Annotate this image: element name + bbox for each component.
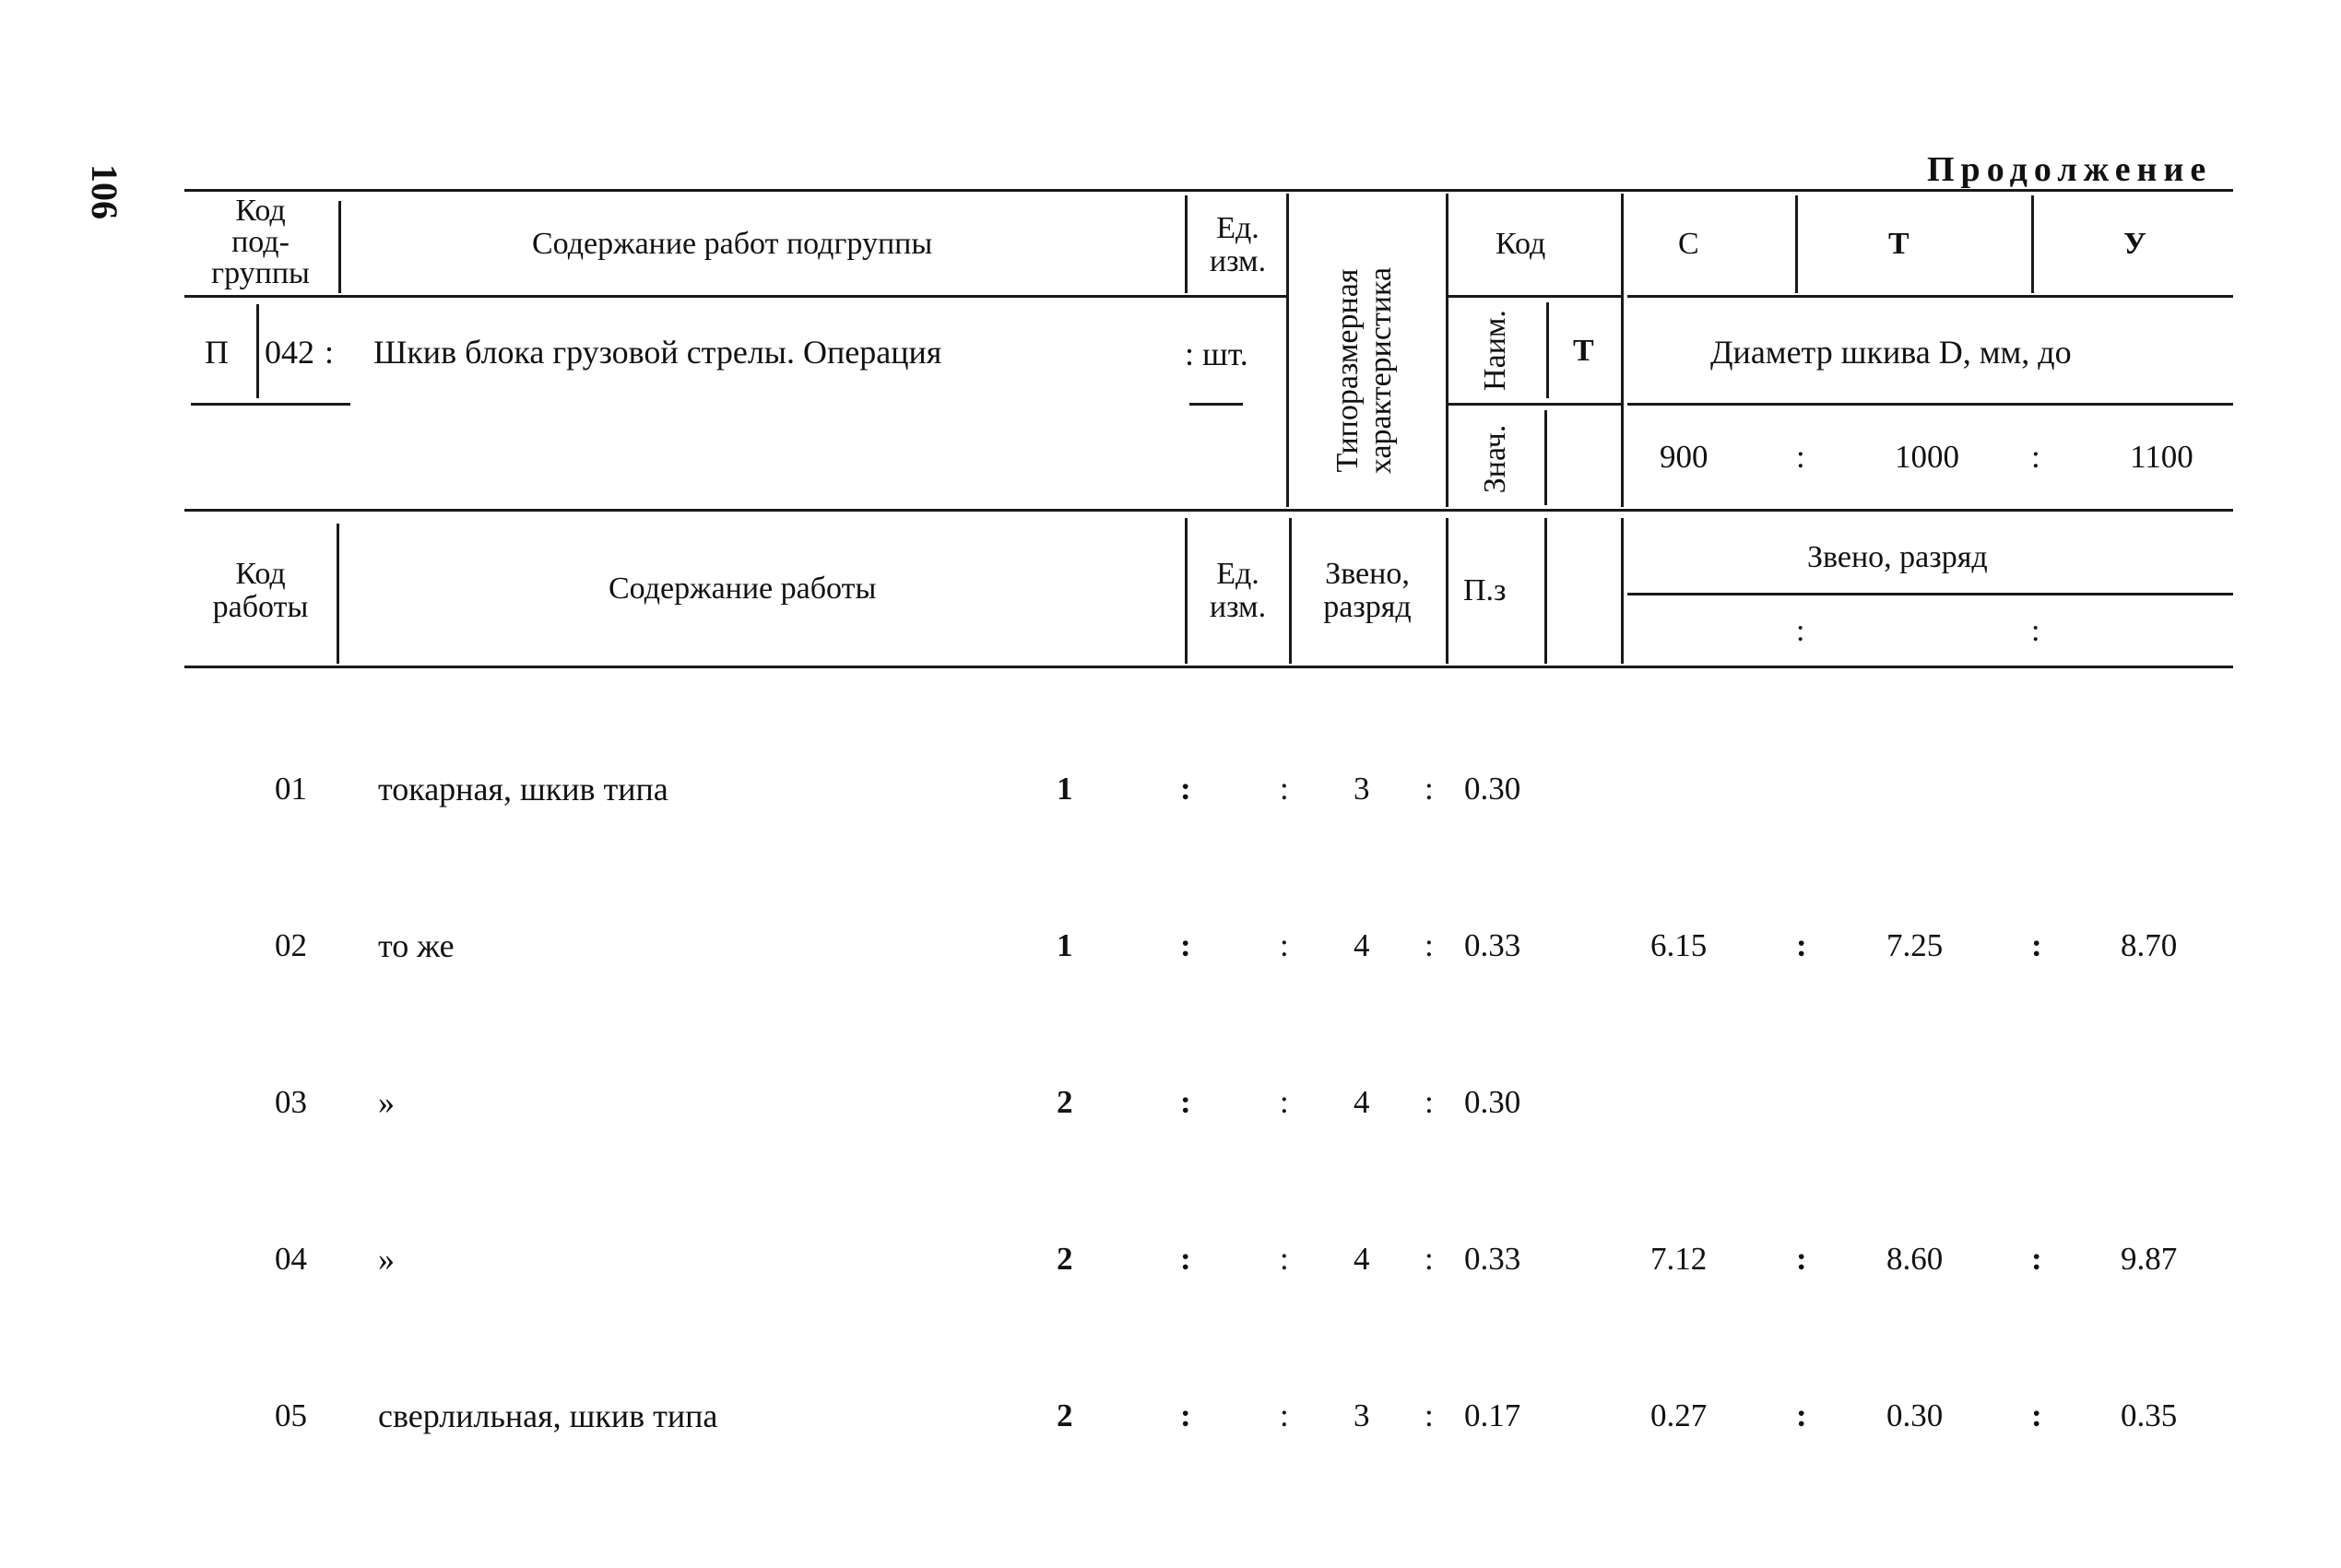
- row-rank-cell: 4: [1354, 1241, 1370, 1277]
- row-type-cell: 2: [1057, 1241, 1073, 1277]
- row-s-cell: 6.15: [1650, 927, 1708, 963]
- vline-typesize-left: [1286, 194, 1289, 507]
- row-c-cell: :: [1425, 771, 1434, 807]
- row-sep-cell: :: [2031, 1397, 2042, 1433]
- row-rank-cell: 3: [1354, 1397, 1370, 1433]
- row-rank-cell: 4: [1354, 1084, 1370, 1120]
- row-code-cell: 01: [275, 771, 307, 807]
- row-pz-cell: 0.33: [1464, 927, 1521, 963]
- row-s-cell: 0.27: [1650, 1397, 1708, 1433]
- header-code: Код: [1496, 227, 1546, 261]
- header-code-work: Код работы: [212, 557, 309, 624]
- header-pz: П.з: [1463, 573, 1507, 607]
- vline-work-right: [1621, 518, 1624, 664]
- row-code-cell: 03: [275, 1084, 307, 1120]
- diameter-value-2: 1000: [1895, 439, 1959, 475]
- row-pz-cell: 0.30: [1464, 1084, 1521, 1120]
- table-top-rule: [184, 189, 2233, 192]
- row-sep-cell: :: [2031, 927, 2042, 963]
- row-c-cell: :: [1280, 1397, 1289, 1433]
- header-code-subgroup: Код под- группы: [211, 194, 310, 290]
- row-text-cell: токарная, шкив типа: [378, 771, 668, 808]
- vline-unit-left: [1185, 195, 1188, 293]
- row-pz-cell: 0.30: [1464, 771, 1521, 807]
- row-u-cell: 0.35: [2121, 1397, 2178, 1433]
- vline-code-right: [1621, 194, 1624, 507]
- subgroup-number: 042: [265, 334, 314, 371]
- row-t-cell: 8.60: [1886, 1241, 1944, 1277]
- row-text-cell: »: [378, 1084, 395, 1121]
- row-text-cell: »: [378, 1241, 395, 1278]
- vline-work-code: [337, 524, 339, 664]
- diameter-rule: [1627, 403, 2233, 406]
- vline-naim-right: [1546, 302, 1549, 398]
- section-divider-rule: [184, 509, 2233, 512]
- unit-rule: [1189, 403, 1243, 406]
- row-c-cell: :: [1425, 1397, 1434, 1433]
- row-pz-cell: 0.17: [1464, 1397, 1521, 1433]
- row-c-cell: :: [1280, 1084, 1289, 1120]
- row-s-cell: 7.12: [1650, 1241, 1708, 1277]
- code-znach-label: Знач.: [1478, 424, 1512, 494]
- row-c-cell: :: [1280, 927, 1289, 963]
- vline-t-u: [2031, 195, 2034, 293]
- header-unit: Ед. изм.: [1209, 211, 1267, 278]
- row-pz-cell: 0.33: [1464, 1241, 1521, 1277]
- header-crew: Звено, разряд: [1323, 557, 1412, 624]
- row-code-cell: 05: [275, 1397, 307, 1433]
- table-header-bottom-rule: [184, 666, 2233, 668]
- vline-s-t: [1795, 195, 1798, 293]
- row-code-cell: 04: [275, 1241, 307, 1277]
- page-number: 106: [84, 164, 125, 219]
- row-code-cell: 02: [275, 927, 307, 963]
- subgroup-prefix: П: [205, 334, 229, 371]
- diameter-colon-1: :: [1796, 439, 1805, 475]
- row-t-cell: 0.30: [1886, 1397, 1944, 1433]
- vline-typesize-right: [1446, 194, 1448, 507]
- row-sep-cell: :: [1796, 1241, 1807, 1277]
- header-bottom-rule-left: [184, 295, 1286, 298]
- subgroup-code-rule: [191, 403, 350, 406]
- header-content-work: Содержание работы: [609, 572, 877, 606]
- header-col-u: У: [2123, 227, 2146, 261]
- vline-p-code: [256, 304, 259, 398]
- row-u-cell: 8.70: [2121, 927, 2178, 963]
- subgroup-unit: : шт.: [1185, 336, 1248, 372]
- diameter-colon-2: :: [2031, 439, 2040, 475]
- row-c-cell: :: [1180, 1084, 1191, 1120]
- naim-rule: [1448, 403, 1621, 406]
- code-naim-label: Наим.: [1478, 310, 1512, 391]
- row-u-cell: 9.87: [2121, 1241, 2178, 1277]
- row-c-cell: :: [1180, 1397, 1191, 1433]
- vline-work-pz-right: [1544, 518, 1547, 664]
- vline-work-crew-left: [1289, 518, 1292, 664]
- header-bottom-rule-code: [1448, 295, 1621, 298]
- row-rank-cell: 3: [1354, 771, 1370, 807]
- vline-znach-right: [1544, 410, 1547, 505]
- header-typesize: Типоразмерная характеристика: [1330, 266, 1398, 475]
- vline-code-subgroup: [338, 201, 341, 293]
- diameter-value-3: 1100: [2130, 439, 2193, 475]
- crew-rank-colon-2: :: [2031, 614, 2040, 648]
- row-c-cell: :: [1280, 771, 1289, 807]
- row-text-cell: сверлильная, шкив типа: [378, 1397, 718, 1434]
- header-col-t: Т: [1888, 227, 1909, 261]
- row-sep-cell: :: [1796, 927, 1807, 963]
- subgroup-description: Шкив блока грузовой стрелы. Операция: [373, 334, 942, 371]
- code-t-label: Т: [1573, 334, 1594, 368]
- row-type-cell: 1: [1057, 927, 1073, 963]
- row-rank-cell: 4: [1354, 927, 1370, 963]
- row-t-cell: 7.25: [1886, 927, 1944, 963]
- row-c-cell: :: [1425, 927, 1434, 963]
- row-type-cell: 2: [1057, 1397, 1073, 1433]
- row-type-cell: 2: [1057, 1084, 1073, 1120]
- row-c-cell: :: [1280, 1241, 1289, 1277]
- header-content-subgroup: Содержание работ подгруппы: [532, 227, 933, 261]
- subgroup-separator: :: [325, 334, 335, 371]
- row-c-cell: :: [1425, 1084, 1434, 1120]
- vline-work-unit-left: [1185, 518, 1188, 664]
- diameter-value-1: 900: [1660, 439, 1708, 475]
- row-sep-cell: :: [1796, 1397, 1807, 1433]
- diameter-label: Диаметр шкива D, мм, до: [1710, 334, 2072, 371]
- header-bottom-rule-right: [1627, 295, 2233, 298]
- row-c-cell: :: [1180, 1241, 1191, 1277]
- row-type-cell: 1: [1057, 771, 1073, 807]
- header-crew-rank: Звено, разряд: [1807, 540, 1988, 574]
- vline-work-pz-left: [1446, 518, 1448, 664]
- header-work-unit: Ед. изм.: [1209, 557, 1267, 624]
- row-sep-cell: :: [2031, 1241, 2042, 1277]
- row-c-cell: :: [1425, 1241, 1434, 1277]
- header-col-s: С: [1678, 227, 1699, 261]
- row-c-cell: :: [1180, 771, 1191, 807]
- continuation-label: Продолжение: [1927, 150, 2213, 189]
- crew-rank-colon-1: :: [1796, 614, 1805, 648]
- row-text-cell: то же: [378, 927, 455, 964]
- row-c-cell: :: [1180, 927, 1191, 963]
- crew-rank-rule: [1627, 593, 2233, 595]
